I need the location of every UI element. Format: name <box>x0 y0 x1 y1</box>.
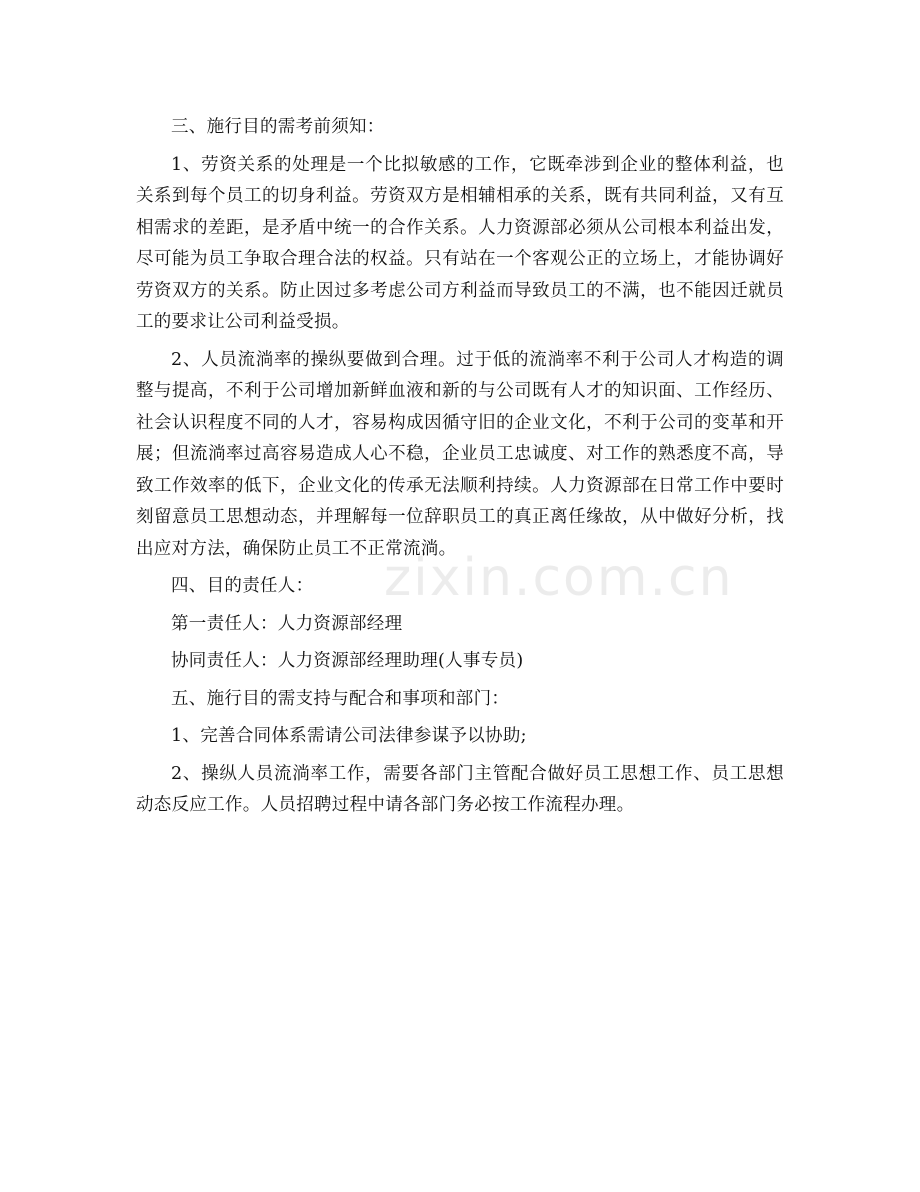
primary-responsible-person: 第一责任人：人力资源部经理 <box>171 613 403 634</box>
section-heading-5: 五、施行目的需支持与配合和事项和部门： <box>171 688 510 709</box>
section-heading-3: 三、施行目的需考前须知： <box>171 117 385 137</box>
section-heading-4: 四、目的责任人： <box>171 576 314 596</box>
paragraph-contract-system: 1、完善合同体系需请公司法律参谋予以协助; <box>171 726 527 746</box>
paragraph-turnover-control: 2、操纵人员流淌率工作，需要各部门主管配合做好员工思想工作、员工思想动态反应工作。人员招聘过程中请各部门务必按工作流程办理。 <box>136 763 784 815</box>
paragraph-turnover-rate: 2、人员流淌率的操纵要做到合理。过于低的流淌率不利于公司人才构造的调整与提高，不利于公司增加新鲜血液和新的与公司既有人才的知识面、工作经历、社会认识程度不同的人才，容易构成因循守旧的企业文化，不利于公司的变革和开展；但流淌率过高容易造成人心不稳，企业员工忠诚度、对工作的熟悉度不高，导致工作效率的低下，企业文化的传承无法顺利持续。人力资源部在日常工作中要时刻留意员工思想动态，并理解每一位辞职员工的真正离任缘故，从中做好分析，找出应对方法，确保防止员工不正常流淌。 <box>136 349 784 559</box>
watermark-text: zixin.com.cn <box>384 548 734 608</box>
co-responsible-person: 协同责任人：人力资源部经理助理(人事专员) <box>171 651 524 671</box>
paragraph-labor-relations: 1、劳资关系的处理是一个比拟敏感的工作，它既牵涉到企业的整体利益，也关系到每个员工的切身利益。劳资双方是相辅相承的关系，既有共同利益，又有互相需求的差距，是矛盾中统一的合作关系。人力资源部必须从公司根本利益出发，尽可能为员工争取合理合法的权益。只有站在一个客观公正的立场上，才能协调好劳资双方的关系。防止因过多考虑公司方利益而导致员工的不满，也不能因迁就员工的要求让公司利益受损。 <box>136 154 784 332</box>
document-body <box>136 112 784 828</box>
